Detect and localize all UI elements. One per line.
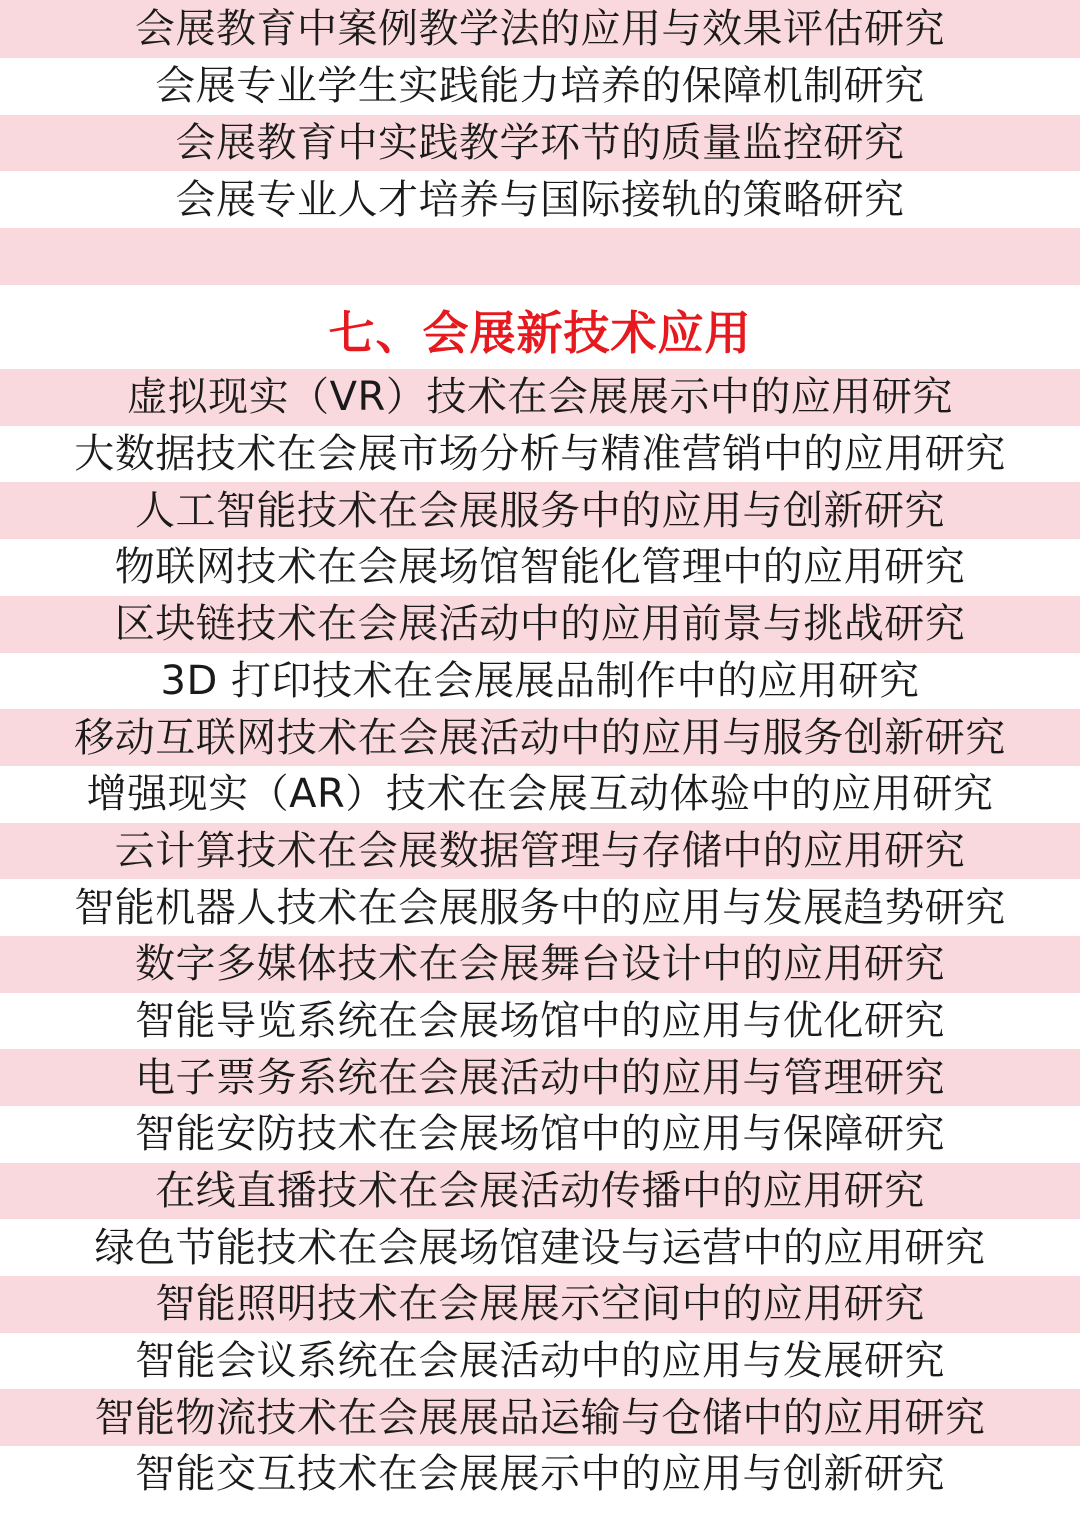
list-item: 会展专业人才培养与国际接轨的策略研究 — [0, 171, 1080, 228]
list-item: 虚拟现实（VR）技术在会展展示中的应用研究 — [0, 369, 1080, 426]
new-tech-topic-list — [0, 369, 1080, 1503]
list-item: 电子票务系统在会展活动中的应用与管理研究 — [0, 1049, 1080, 1106]
list-item: 会展教育中实践教学环节的质量监控研究 — [0, 115, 1080, 172]
list-item: 增强现实（AR）技术在会展互动体验中的应用研究 — [0, 766, 1080, 823]
list-item: 会展教育中案例教学法的应用与效果评估研究 — [0, 0, 1080, 58]
list-item: 移动互联网技术在会展活动中的应用与服务创新研究 — [0, 709, 1080, 766]
list-item: 智能交互技术在会展展示中的应用与创新研究 — [0, 1446, 1080, 1503]
list-item: 智能照明技术在会展展示空间中的应用研究 — [0, 1276, 1080, 1333]
list-item: 会展专业学生实践能力培养的保障机制研究 — [0, 58, 1080, 115]
list-item: 数字多媒体技术在会展舞台设计中的应用研究 — [0, 936, 1080, 993]
list-item: 智能导览系统在会展场馆中的应用与优化研究 — [0, 993, 1080, 1050]
list-item: 大数据技术在会展市场分析与精准营销中的应用研究 — [0, 426, 1080, 483]
list-item: 人工智能技术在会展服务中的应用与创新研究 — [0, 482, 1080, 539]
list-item: 智能安防技术在会展场馆中的应用与保障研究 — [0, 1106, 1080, 1163]
list-item: 智能物流技术在会展展品运输与仓储中的应用研究 — [0, 1389, 1080, 1446]
list-item: 区块链技术在会展活动中的应用前景与挑战研究 — [0, 596, 1080, 653]
list-item: 物联网技术在会展场馆智能化管理中的应用研究 — [0, 539, 1080, 596]
section-heading: 七、会展新技术应用 — [0, 285, 1080, 369]
list-item: 在线直播技术在会展活动传播中的应用研究 — [0, 1163, 1080, 1220]
divider-band — [0, 228, 1080, 285]
list-item: 3D 打印技术在会展展品制作中的应用研究 — [0, 653, 1080, 710]
previous-section-list — [0, 0, 1080, 228]
list-item: 云计算技术在会展数据管理与存储中的应用研究 — [0, 823, 1080, 880]
list-item: 智能机器人技术在会展服务中的应用与发展趋势研究 — [0, 879, 1080, 936]
list-item: 智能会议系统在会展活动中的应用与发展研究 — [0, 1333, 1080, 1390]
list-item: 绿色节能技术在会展场馆建设与运营中的应用研究 — [0, 1219, 1080, 1276]
